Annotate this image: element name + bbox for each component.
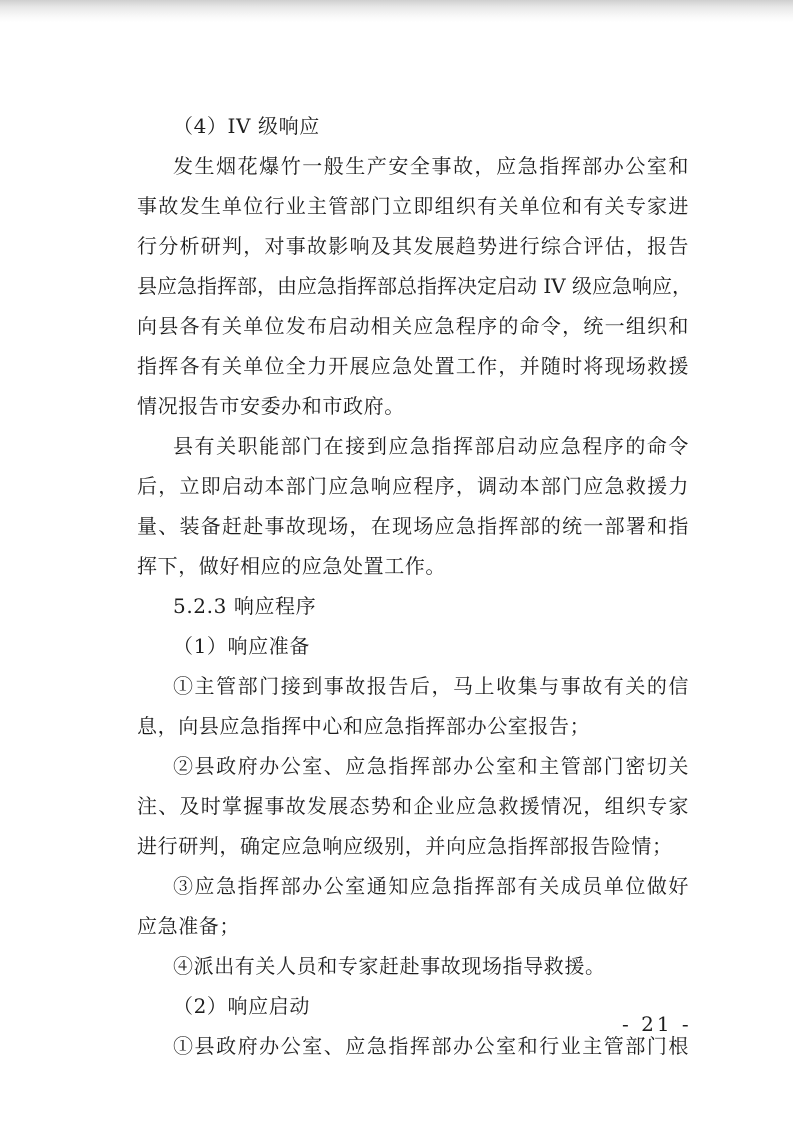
- page-number: - 21 -: [622, 1012, 692, 1036]
- paragraph-line: 向县各有关单位发布启动相关应急程序的命令，统一组织和: [137, 314, 689, 338]
- paragraph-line: ①县政府办公室、应急指挥部办公室和行业主管部门根: [173, 1034, 689, 1058]
- scan-top-edge: [0, 0, 793, 22]
- paragraph-line: 情况报告市安委办和市政府。: [137, 394, 405, 418]
- section-heading-5-2-3: 5.2.3 响应程序: [173, 594, 317, 618]
- paragraph-line: 挥下，做好相应的应急处置工作。: [137, 554, 446, 578]
- paragraph-line: ①主管部门接到事故报告后，马上收集与事故有关的信: [173, 674, 689, 698]
- paragraph-line: 后，立即启动本部门应急响应程序，调动本部门应急救援力: [137, 474, 689, 498]
- subsection-heading-response-start: （2）响应启动: [173, 994, 310, 1018]
- paragraph-line: 县有关职能部门在接到应急指挥部启动应急程序的命令: [173, 434, 689, 458]
- paragraph-line: 量、装备赶赴事故现场，在现场应急指挥部的统一部署和指: [137, 514, 689, 538]
- paragraph-line: ④派出有关人员和专家赶赴事故现场指导救援。: [173, 954, 606, 978]
- paragraph-line: 息，向县应急指挥中心和应急指挥部办公室报告；: [137, 714, 591, 738]
- paragraph-line: ③应急指挥部办公室通知应急指挥部有关成员单位做好: [173, 874, 689, 898]
- subsection-heading-response-preparation: （1）响应准备: [173, 634, 310, 658]
- paragraph-line: 应急准备；: [137, 914, 240, 938]
- paragraph-line: 发生烟花爆竹一般生产安全事故，应急指挥部办公室和: [173, 154, 689, 178]
- paragraph-line: 事故发生单位行业主管部门立即组织有关单位和有关专家进: [137, 194, 689, 218]
- paragraph-line: 行分析研判，对事故影响及其发展趋势进行综合评估，报告: [137, 234, 689, 258]
- paragraph-line: 注、及时掌握事故发展态势和企业应急救援情况，组织专家: [137, 794, 689, 818]
- paragraph-line: 进行研判，确定应急响应级别，并向应急指挥部报告险情；: [137, 834, 673, 858]
- paragraph-line: 县应急指挥部，由应急指挥部总指挥决定启动 IV 级应急响应，: [137, 274, 693, 298]
- paragraph-line: 指挥各有关单位全力开展应急处置工作，并随时将现场救援: [137, 354, 689, 378]
- paragraph-line: ②县政府办公室、应急指挥部办公室和主管部门密切关: [173, 754, 689, 778]
- section-heading-level-iv: （4）IV 级响应: [173, 114, 320, 138]
